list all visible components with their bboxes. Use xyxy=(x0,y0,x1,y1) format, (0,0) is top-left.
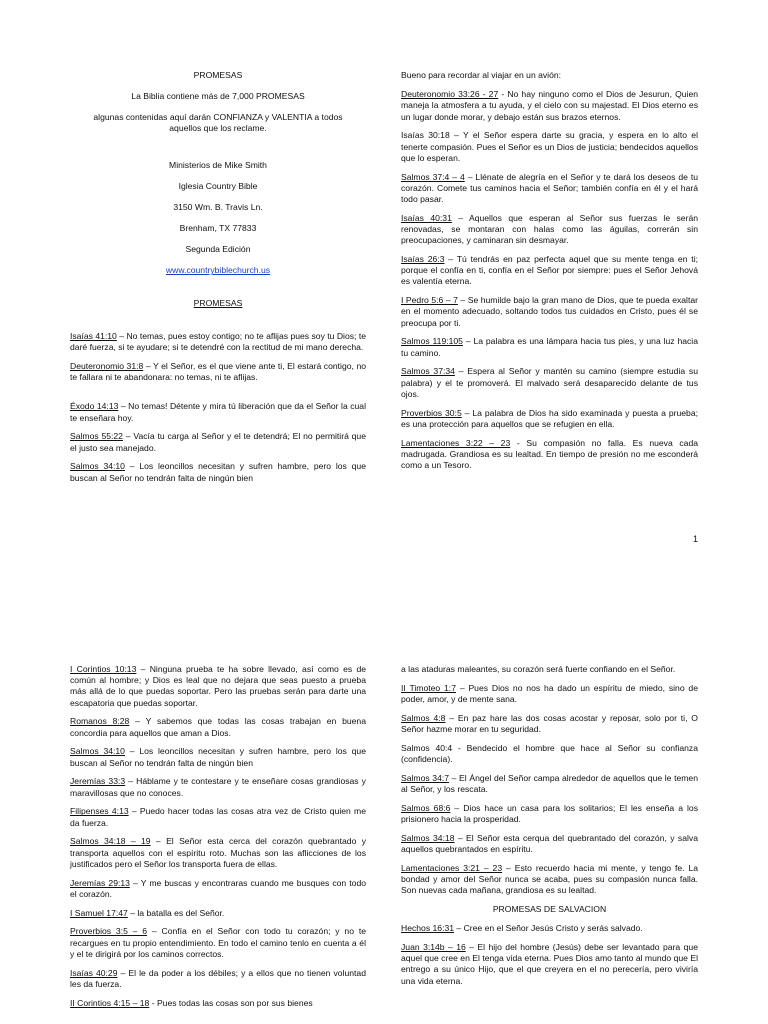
verse-text: – Esto recuerdo hacia mi mente, y tengo fe. La bondad y amor del Señor nunca se acaba, pues su compasión nunca falla. Son nuevas cada mañana, grandiosa es su lealtad. xyxy=(401,862,698,896)
verse-entry xyxy=(401,803,698,825)
verse-text: – Espera al Señor y mantén su camino (siempre estudia su palabra) y el te promoverá. El malvado será desaparecido delante de tus ojos. xyxy=(401,366,698,399)
verse-entry xyxy=(401,89,698,123)
verse-reference: Éxodo 14:13 xyxy=(70,401,119,412)
verse-text: – La palabra es una lámpara hacia tus pies, y una luz hacia tu camino. xyxy=(401,336,698,358)
verse-text: – Y el Señor, es el que viene ante ti, El estará contigo, no te fallara ni te abandonara: no temas, ni te aflijas. xyxy=(70,361,367,383)
verse-text: – El Señor esta cerca del corazón quebrantado y transporta aquellos con el espíritu roto. Muchas son las aflicciones de los justificados pero el Señor los transporta fuera de ellas. xyxy=(70,836,366,869)
verse-entry xyxy=(401,172,698,206)
verse-text: – Los leoncillos necesitan y sufren hambre, pero los que buscan al Señor no tendrán falta de ningún bien xyxy=(70,461,366,483)
verse-text: Isaías 30:18 – Y el Señor espera darte su gracia, y espera en lo alto el tenerte compasión. Pues el Señor es un Dios de justicia; bendecidos aquellos que lo esperan. xyxy=(401,130,698,163)
verse-text: – Confía en el Señor con todo tu corazón; y no te recargues en tu propio entendimiento. En todo el camino tenlo en cuenta a él y el te dirigirá por los caminos correctos. xyxy=(70,926,366,959)
verse-entry xyxy=(401,213,698,247)
verse-reference: Salmos 37:4 – 4 xyxy=(401,171,465,182)
verse-reference: I Corintios 10:13 xyxy=(70,664,137,674)
verse-entry xyxy=(401,942,698,987)
verse-reference: Salmos 55:22 xyxy=(70,431,123,442)
verse-entry xyxy=(70,461,366,483)
verse-reference: Filipenses 4:13 xyxy=(70,806,129,817)
verse-entry xyxy=(401,863,698,897)
city-address: Brenham, TX 77833 xyxy=(179,223,257,234)
verse-text: – El le da poder a los débiles; y a ellos que no tienen voluntad les da fuerza. xyxy=(70,967,366,989)
verse-text: a las ataduras maleantes, su corazón será fuerte confiando en el Señor. xyxy=(401,664,676,674)
verse-entry xyxy=(70,998,366,1009)
verse-reference: Isaías 40:31 xyxy=(401,212,452,223)
verse-entry xyxy=(70,926,366,960)
section-heading: PROMESAS xyxy=(193,298,243,309)
verse-entry xyxy=(70,836,366,870)
verse-entry xyxy=(70,878,366,900)
verse-reference: Salmos 119:105 xyxy=(401,336,463,347)
verse-reference: Isaías 40:29 xyxy=(70,967,118,978)
verse-entry xyxy=(401,923,698,934)
verse-text: – Los leoncillos necesitan y sufren hambre, pero los que buscan al Señor no tendrán falta de ningún bien xyxy=(70,746,366,768)
website-link[interactable]: www.countrybiblechurch.us xyxy=(165,265,271,276)
verse-text: – Ninguna prueba te ha sobre llevado, así como es de común al hombre; y Dios es leal que no dejara que seas puesto a prueba más allá de lo que puedas soportar. Pero las pruebas serán para darte una escapatoria que puedas soportar. xyxy=(70,664,366,708)
verse-reference: Salmos 4:8 xyxy=(401,712,446,723)
verse-reference: Juan 3:14b – 16 xyxy=(401,942,466,952)
verse-text: – Y me buscas y encontraras cuando me busques con todo el corazón. xyxy=(70,877,366,899)
verse-entry xyxy=(401,683,698,705)
verse-reference: Proverbios 3:5 – 6 xyxy=(70,926,148,937)
page1-left-column xyxy=(70,331,366,491)
page1-right-column xyxy=(401,70,698,479)
ministry-name: Ministerios de Mike Smith xyxy=(169,160,267,171)
verse-text: Salmos 40:4 - Bendecido el hombre que hace al Señor su confianza (confidencia). xyxy=(401,742,698,764)
verse-reference: Salmos 34:7 xyxy=(401,772,450,783)
verse-entry xyxy=(401,130,698,164)
promise-count-line: La Biblia contiene más de 7,000 PROMESAS xyxy=(131,91,305,101)
verse-entry xyxy=(70,431,366,453)
verse-text: – Y sabemos que todas las cosas trabajan en buena concordia para aquellos que aman a Dios. xyxy=(70,716,366,738)
verse-reference: I Samuel 17:47 xyxy=(70,907,128,918)
intro-line: algunas contenidas aquí darán CONFIANZA y VALENTIA a todos xyxy=(93,112,343,122)
verse-reference: II Timoteo 1:7 xyxy=(401,682,456,693)
verse-entry xyxy=(401,336,698,358)
verse-entry xyxy=(70,968,366,990)
verse-text: - Pues todas las cosas son por sus bienes xyxy=(149,997,313,1008)
verse-text: – Cree en el Señor Jesús Cristo y serás salvado. xyxy=(454,923,643,934)
page2-right-column xyxy=(401,664,698,994)
verse-entry xyxy=(70,908,366,919)
verse-entry xyxy=(401,773,698,795)
verse-text: – El hijo del hombre (Jesús) debe ser levantado para que aquel que cree en El tenga vida eterna. Pues Dios amo tanto al mundo que El entrego a su único Hijo, que el que creyera en el no perecería, pero viviría una vida eterna. xyxy=(401,942,698,986)
verse-reference: Lamentaciones 3:21 – 23 xyxy=(401,862,503,873)
verse-text: – El Ángel del Señor campa alrededor de aquellos que le temen al Señor, y los rescata. xyxy=(401,772,698,794)
verse-entry xyxy=(70,776,366,798)
salvation-heading: PROMESAS DE SALVACION xyxy=(492,904,607,914)
verse-entry xyxy=(401,366,698,400)
verse-entry xyxy=(70,746,366,768)
verse-text: – Puedo hacer todas las cosas atra vez de Cristo quien me da fuerza. xyxy=(70,806,366,828)
street-address: 3150 Wm. B. Travis Ln. xyxy=(173,202,263,213)
verse-entry xyxy=(401,438,698,472)
document-title: PROMESAS xyxy=(193,70,243,80)
verse-reference: Salmos 34:18 xyxy=(401,832,455,843)
verse-reference: Jeremías 33:3 xyxy=(70,776,126,787)
verse-text: – la batalla es del Señor. xyxy=(127,907,225,918)
verse-text: – No temas, pues estoy contigo; no te aflijas pues soy tu Dios; te daré fuerza, si te ayudare; si te detendré con la rectitud de mi mano derecha. xyxy=(70,331,366,353)
page-gap xyxy=(0,560,768,645)
verse-text: – Háblame y te contestare y te enseñare cosas grandiosas y maravillosas que no conoces. xyxy=(70,776,366,798)
travel-intro: Bueno para recordar al viajar en un avión: xyxy=(401,70,562,80)
verse-text: – No temas! Détente y mira tú liberación que da el Señor la cual te enseñara hoy. xyxy=(70,401,366,423)
page2-left-column xyxy=(70,664,366,1016)
church-name: Iglesia Country Bible xyxy=(178,181,258,192)
verse-reference: Isaías 41:10 xyxy=(70,331,117,341)
verse-reference: Salmos 34:10 xyxy=(70,746,125,757)
verse-entry xyxy=(401,295,698,329)
verse-text: – El Señor esta cerqua del quebrantado del corazón, y salva aquellos quebrantados en espíritu. xyxy=(401,832,698,854)
intro-line-continued: aquellos que los reclame. xyxy=(169,123,267,134)
verse-reference: Isaías 26:3 xyxy=(401,254,445,265)
verse-entry xyxy=(70,664,366,709)
verse-text: – Llénate de alegría en el Señor y te dará los deseos de tu corazón. Comete tus caminos hacia el Señor; también confía en él y el hará todo pasar. xyxy=(401,171,698,205)
verse-reference: I Pedro 5:6 – 7 xyxy=(401,295,458,306)
verse-reference: Salmos 34:18 – 19 xyxy=(70,836,151,847)
verse-entry xyxy=(70,806,366,828)
title-block xyxy=(62,70,374,319)
document-page-2 xyxy=(0,645,768,1024)
verse-reference: II Corintios 4:15 – 18 xyxy=(70,997,150,1008)
verse-reference: Salmos 34:10 xyxy=(70,461,125,472)
verse-text: - No hay ninguno como el Dios de Jesurun, Quien maneja la atmosfera a tu ayuda, y el cielo con su majestad. El Dios eterno es un lugar donde morar, y debajo están sus brazos eternos. xyxy=(401,89,698,122)
verse-entry xyxy=(70,331,366,353)
verse-reference: Deuteronomio 31:8 xyxy=(70,361,144,371)
verse-entry xyxy=(70,716,366,738)
verse-reference: Romanos 8:28 xyxy=(70,716,130,727)
verse-entry xyxy=(70,401,366,423)
page-number: 1 xyxy=(693,534,699,544)
verse-text: – Se humilde bajo la gran mano de Dios, que te pueda exaltar en el momento adecuado, soltando todos tus cuidados en Cristo, pues él se preocupa por ti. xyxy=(401,295,698,328)
verse-reference: Proverbios 30:5 xyxy=(401,407,462,418)
verse-reference: Deuteronomio 33:26 - 27 xyxy=(401,89,499,100)
verse-entry xyxy=(401,833,698,855)
verse-text: – Dios hace un casa para los solitarios; El les enseña a los prisionero hacia la prosperidad. xyxy=(401,802,698,824)
verse-reference: Lamentaciones 3:22 – 23 xyxy=(401,437,511,448)
verse-entry xyxy=(401,408,698,430)
verse-text: – Aquellos que esperan al Señor sus fuerzas le serán renovadas, se montaran con halas como las águilas, correrán sin preocupaciones, y caminaran sin desmayar. xyxy=(401,212,699,246)
verse-text: – Vacía tu carga al Señor y el te detendrá; El no permitirá que el justo sea manejado. xyxy=(70,431,366,453)
verse-text: – Pues Dios no nos ha dado un espíritu de miedo, sino de poder, amor, y de mente sana. xyxy=(401,682,698,704)
verse-text: – En paz hare las dos cosas acostar y reposar, solo por ti, O Señor hazme morar en tu seguridad. xyxy=(401,712,698,734)
verse-reference: Jeremías 29:13 xyxy=(70,877,130,888)
verse-entry xyxy=(70,361,366,383)
verse-reference: Salmos 37:34 xyxy=(401,366,455,377)
verse-reference: Salmos 68:6 xyxy=(401,802,451,813)
edition-label: Segunda Edición xyxy=(185,244,251,255)
verse-continuation xyxy=(401,664,698,675)
verse-entry xyxy=(401,713,698,735)
verse-entry xyxy=(401,254,698,288)
verse-text: – La palabra de Dios ha sido examinada y puesta a prueba; es una protección para aquellos que se refugien en ella. xyxy=(401,407,698,429)
verse-text: - Su compasión no falla. Es nueva cada madrugada. Grandiosa es su lealtad. En tiempo de presión no me esconderá como a un Tesoro. xyxy=(401,437,699,471)
verse-entry xyxy=(401,743,698,765)
verse-reference: Hechos 16:31 xyxy=(401,923,455,934)
verse-text: – Tú tendrás en paz perfecta aquel que su mente tenga en ti; porque el confía en ti, confía en el Señor por siempre: pues el Señor Jehová es valentía eterna. xyxy=(401,254,698,287)
